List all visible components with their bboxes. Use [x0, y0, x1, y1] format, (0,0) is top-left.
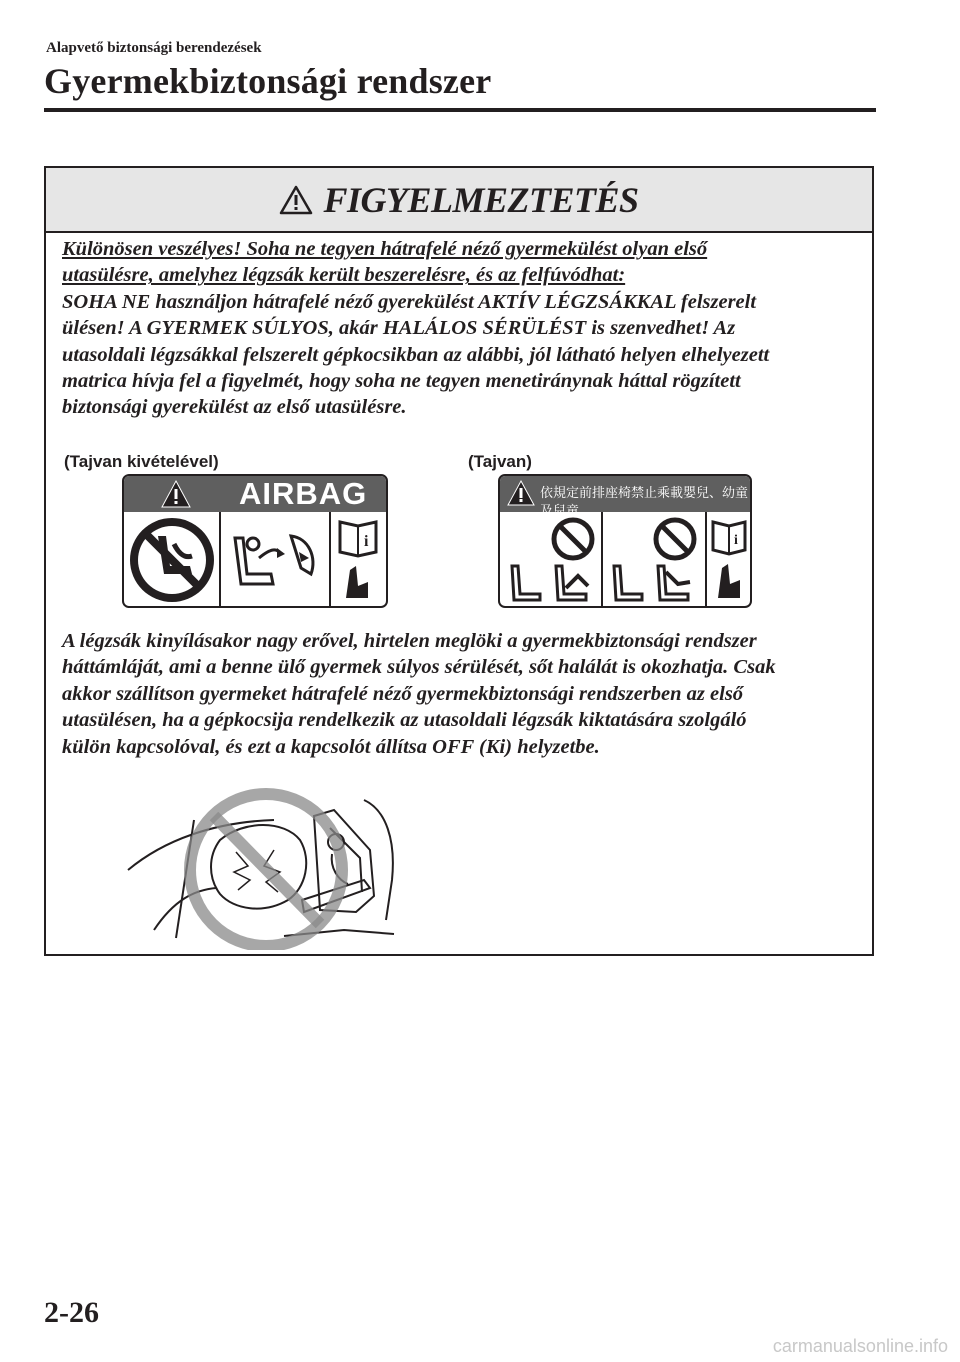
section-label: Alapvető biztonsági berendezések — [46, 40, 262, 56]
heading-divider — [44, 108, 876, 112]
warning-line: A légzsák kinyílásakor nagy erővel, hirtelen meglöki a gyermekbiztonsági rendszer — [62, 630, 757, 652]
watermark: carmanualsonline.info — [772, 1336, 948, 1356]
child-seat-icon — [608, 562, 702, 604]
warning-line: SOHA NE használjon hátrafelé néző gyerekülést AKTÍV LÉGZSÁKKAL felszerelt — [62, 290, 757, 313]
warning-line: háttámláját, ami a benne ülő gyermek súlyos sérülését, sőt halálát is okozhatja. Csak — [62, 656, 776, 679]
prohibition-icon — [550, 516, 596, 562]
warning-line: utasoldali légzsákkal felszerelt gépkocsikban az alábbi, jól látható helyen elhelyezett — [62, 343, 770, 366]
label-caption-left: (Tajvan kivételével) — [64, 452, 219, 471]
warning-paragraph-2 — [62, 628, 852, 760]
warning-line: utasülésen, ha a gépkocsija rendelkezik az utasoldali légzsák kiktatására szolgáló — [62, 709, 747, 732]
page-title: Gyermekbiztonsági rendszer — [44, 61, 492, 101]
warning-line: utasülésre, amelyhez légzsák került beszerelésre, és az felfúvódhat: — [62, 264, 626, 287]
label-caption-right: (Tajvan) — [468, 452, 532, 471]
airbag-label-text: AIRBAG — [239, 476, 368, 511]
warning-line: biztonsági gyerekülést az első utasülésre. — [62, 396, 407, 419]
warning-triangle-icon — [279, 184, 313, 216]
no-rear-facing-seat-icon — [128, 516, 216, 604]
taiwan-warning-label — [498, 474, 752, 608]
airbag-deploy-icon — [225, 518, 325, 602]
warning-line: ülésen! A GYERMEK SÚLYOS, akár HALÁLOS SÉRÜLÉST is szenvedhet! Az — [62, 317, 736, 340]
svg-text:i: i — [734, 533, 738, 548]
child-seat-icon — [506, 562, 600, 604]
taiwan-label-text: 依規定前排座椅禁止乘載嬰兒、幼童及兒童 — [540, 486, 749, 519]
manual-info-icon — [710, 518, 750, 604]
warning-paragraph-1 — [62, 236, 852, 421]
page-number: 2-26 — [44, 1296, 99, 1329]
warning-triangle-icon — [506, 479, 536, 507]
svg-text:i: i — [364, 533, 369, 550]
prohibition-icon — [652, 516, 698, 562]
warning-triangle-icon — [160, 479, 192, 509]
airbag-warning-label — [122, 474, 388, 608]
warning-line: matrica hívja fel a figyelmét, hogy soha ne tegyen menetiránynak háttal rögzített — [62, 370, 741, 393]
warning-title: FIGYELMEZTETÉS — [323, 179, 639, 220]
warning-line: Különösen veszélyes! Soha ne tegyen hátrafelé néző gyermekülést olyan első — [62, 238, 708, 260]
warning-line: külön kapcsolóval, és ezt a kapcsolót állítsa OFF (Ki) helyzetbe. — [62, 735, 600, 758]
manual-info-icon — [336, 518, 382, 604]
warning-box — [44, 166, 874, 956]
airbag-danger-illustration — [124, 780, 444, 950]
warning-line: akkor szállítson gyermeket hátrafelé néző gyermekbiztonsági rendszerben az első — [62, 682, 744, 705]
warning-header — [46, 168, 872, 233]
